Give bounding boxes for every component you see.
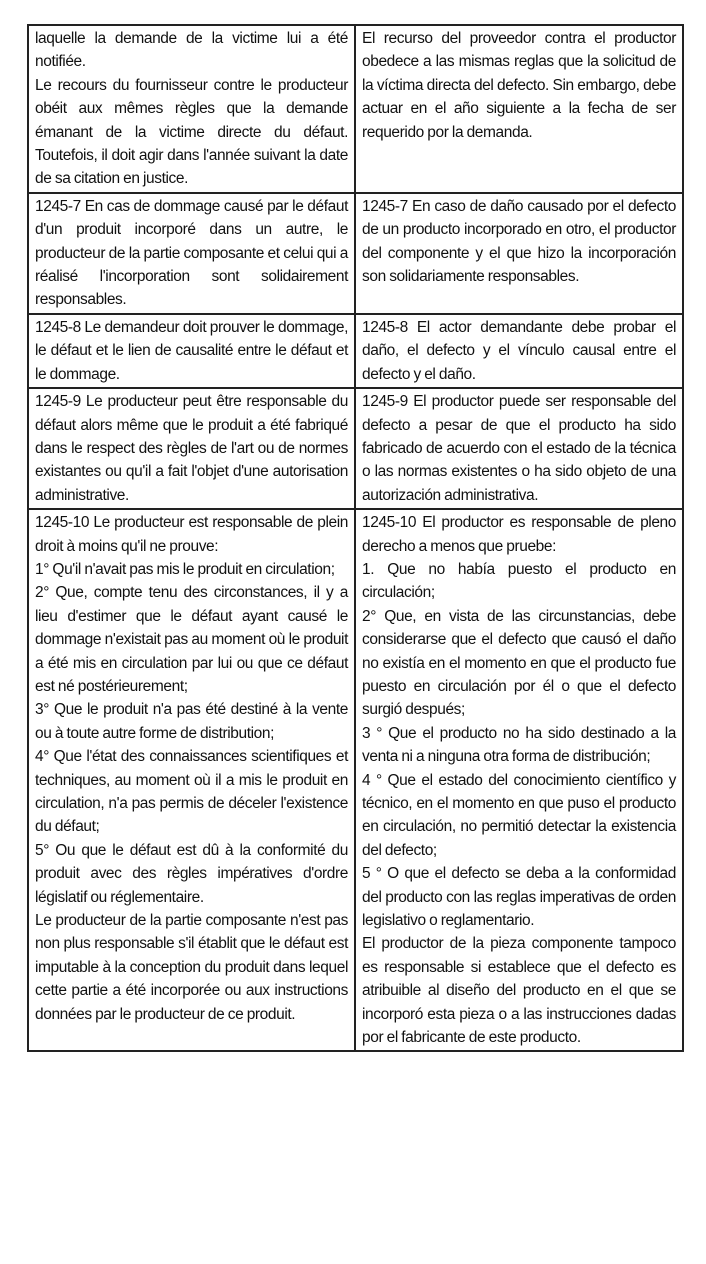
paragraph: 5° Ou que le défaut est dû à la conformité du produit avec des règles impératives d'ordre législatif ou réglementaire.	[35, 841, 348, 906]
table-row	[28, 314, 683, 388]
french-cell	[28, 509, 355, 1051]
paragraph: 2° Que, compte tenu des circonstances, il y a lieu d'estimer que le défaut ayant causé le dommage n'existait pas au moment où le produit a été mis en circulation par lui ou que ce défaut est né postérieurement;	[35, 584, 348, 695]
table-row	[28, 388, 683, 509]
paragraph: 4 ° Que el estado del conocimiento científico y técnico, en el momento en que puso el producto en circulación, no permitió detectar la existencia del defecto;	[362, 771, 676, 859]
paragraph: 1245-9 Le producteur peut être responsable du défaut alors même que le produit a été fabriqué dans le respect des règles de l'art ou de normes existantes ou qu'il a fait l'objet d'une autorisation administrative.	[35, 393, 348, 504]
french-cell	[28, 314, 355, 388]
paragraph: 3° Que le produit n'a pas été destiné à la vente ou à toute autre forme de distribution;	[35, 701, 348, 742]
table-row	[28, 25, 683, 193]
paragraph: 1245-9 El productor puede ser responsable del defecto a pesar de que el producto ha sido fabricado de acuerdo con el estado de la técnica o las normas existentes o ha sido objeto de una autorización administrativa.	[362, 393, 676, 504]
paragraph: 1245-8 Le demandeur doit prouver le dommage, le défaut et le lien de causalité entre le défaut et le dommage.	[35, 318, 348, 383]
paragraph: 1. Que no había puesto el producto en circulación;	[362, 560, 676, 602]
paragraph: 1245-7 En caso de daño causado por el defecto de un producto incorporado en otro, el productor del componente y el que hizo la incorporación son solidariamente responsables.	[362, 197, 676, 286]
paragraph: 1245-10 El productor es responsable de pleno derecho a menos que pruebe:	[362, 514, 676, 555]
paragraph: 4° Que l'état des connaissances scientifiques et techniques, au moment où il a mis le produit en circulation, n'a pas permis de déceler l'existence du défaut;	[35, 748, 348, 836]
french-cell	[28, 25, 355, 193]
spanish-cell	[355, 25, 683, 193]
paragraph: 1245-7 En cas de dommage causé par le défaut d'un produit incorporé dans un autre, le producteur de la partie composante et celui qui a réalisé l'incorporation sont solidairement responsables.	[35, 197, 348, 309]
paragraph: 1° Qu'il n'avait pas mis le produit en circulation;	[35, 560, 335, 578]
french-cell	[28, 388, 355, 509]
spanish-cell	[355, 314, 683, 388]
paragraph: El recurso del proveedor contra el productor obedece a las mismas reglas que la solicitud de la víctima directa del defecto. Sin embargo, debe actuar en el año siguiente a la fecha de ser requerido por la demanda.	[362, 30, 676, 141]
spanish-cell	[355, 388, 683, 509]
paragraph: 5 ° O que el defecto se deba a la conformidad del producto con las reglas imperativas de orden legislativo o reglamentario.	[362, 865, 676, 930]
paragraph: 1245-8 El actor demandante debe probar el daño, el defecto y el vínculo causal entre el defecto y el daño.	[362, 318, 676, 383]
bilingual-table	[27, 24, 684, 1052]
paragraph: 3 ° Que el producto no ha sido destinado a la venta ni a ninguna otra forma de distribución;	[362, 724, 676, 766]
spanish-cell	[355, 509, 683, 1051]
paragraph: El productor de la pieza componente tampoco es responsable si establece que el defecto es atribuible al diseño del producto en el que se incorporó esta pieza o a las instrucciones dadas por el fabricante de este producto.	[362, 935, 676, 1047]
paragraph: 2° Que, en vista de las circunstancias, debe considerarse que el defecto que causó el daño no existía en el momento en que el producto fue puesto en circulación por él o que el defecto surgió después;	[362, 607, 676, 719]
spanish-cell	[355, 193, 683, 314]
paragraph: laquelle la demande de la victime lui a été notifiée.	[35, 30, 348, 71]
paragraph: 1245-10 Le producteur est responsable de plein droit à moins qu'il ne prouve:	[35, 514, 348, 555]
table-row	[28, 193, 683, 314]
table-row	[28, 509, 683, 1051]
french-cell	[28, 193, 355, 314]
paragraph: Le producteur de la partie composante n'est pas non plus responsable s'il établit que le défaut est imputable à la conception du produit dans lequel cette partie a été incorporée ou aux instructions données par le producteur de ce produit.	[35, 912, 348, 1023]
paragraph: Le recours du fournisseur contre le producteur obéit aux mêmes règles que la demande émanant de la victime directe du défaut. Toutefois, il doit agir dans l'année suivant la date de sa citation en justice.	[35, 76, 348, 188]
